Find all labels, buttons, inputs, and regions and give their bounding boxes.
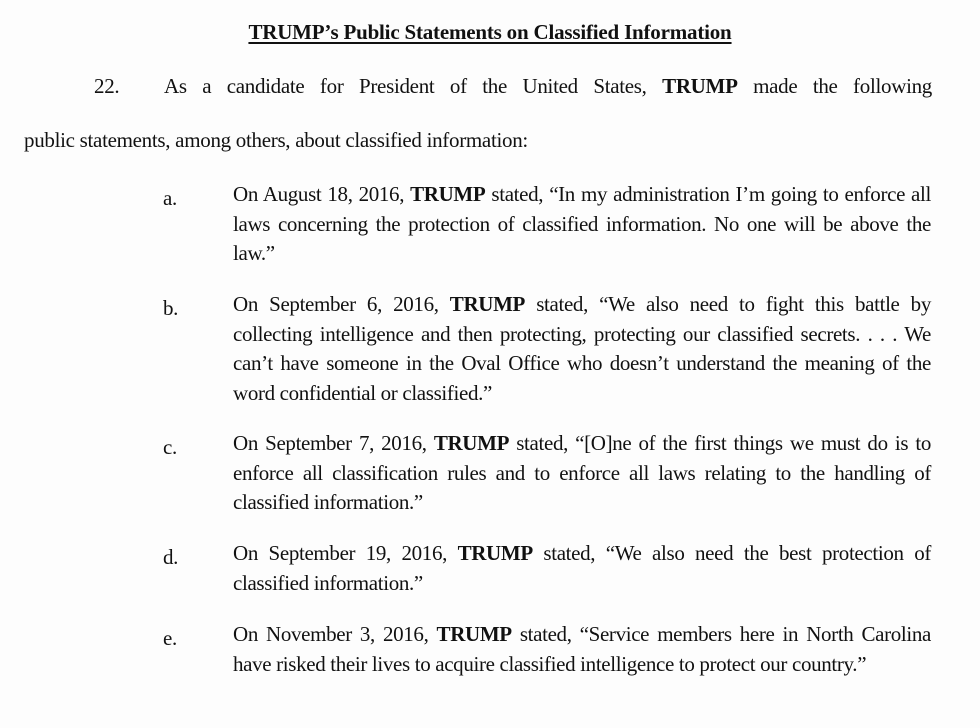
statement-date: On August 18, 2016, — [233, 182, 411, 206]
statement-quote: “[O]ne of the first things we must do is to enforce all classification rules and to enforce all laws relating to the handling of classified information.” — [233, 431, 931, 514]
statement-body — [233, 539, 931, 598]
statement-label: d. — [163, 545, 179, 569]
statement-verb: stated, — [525, 292, 600, 316]
statement-subject: TRUMP — [410, 182, 486, 206]
paragraph-subject: TRUMP — [662, 74, 738, 98]
statement-verb: stated, — [511, 622, 580, 646]
statement-verb: stated, — [532, 541, 606, 565]
statement-subject: TRUMP — [449, 292, 526, 316]
statement-body — [233, 180, 931, 269]
statement-quote: “We also need to fight this battle by collecting intelligence and then protecting, protecting our classified secrets. . . . We can’t have someone in the Oval Office who doesn’t understand the meaning of the word confidential or classified.” — [233, 292, 931, 405]
statement-verb: stated, — [485, 182, 550, 206]
statement-label: b. — [163, 296, 179, 320]
statement-subject: TRUMP — [436, 622, 512, 646]
statement-subject: TRUMP — [457, 541, 533, 565]
paragraph-text-line-2: public statements, among others, about classified information: — [24, 128, 528, 152]
statement-quote: “Service members here in North Carolina have risked their lives to acquire classified intelligence to protect our country.” — [233, 622, 932, 676]
paragraph-number: 22. — [94, 74, 120, 98]
statement-body — [233, 290, 931, 408]
statement-date: On September 7, 2016, — [233, 431, 434, 455]
statement-body — [233, 620, 931, 679]
paragraph-text-pre: As a candidate for President of the United States, — [164, 74, 663, 98]
section-heading-text: TRUMP’s Public Statements on Classified Information — [248, 20, 732, 44]
paragraph-text-line-1 — [164, 74, 932, 99]
statement-subject: TRUMP — [433, 431, 510, 455]
statement-date: On November 3, 2016, — [233, 622, 437, 646]
statement-verb: stated, — [509, 431, 576, 455]
statement-date: On September 19, 2016, — [233, 541, 458, 565]
statement-label: c. — [163, 435, 177, 459]
statement-quote: “We also need the best protection of classified information.” — [233, 541, 931, 595]
statement-quote: “In my administration I’m going to enforce all laws concerning the protection of classified information. No one will be above the law.” — [233, 182, 931, 265]
statement-label: a. — [163, 186, 177, 210]
paragraph-text-post: made the following — [737, 74, 933, 98]
section-heading — [0, 20, 980, 45]
statement-body — [233, 429, 931, 518]
statement-date: On September 6, 2016, — [233, 292, 450, 316]
statement-label: e. — [163, 626, 177, 650]
